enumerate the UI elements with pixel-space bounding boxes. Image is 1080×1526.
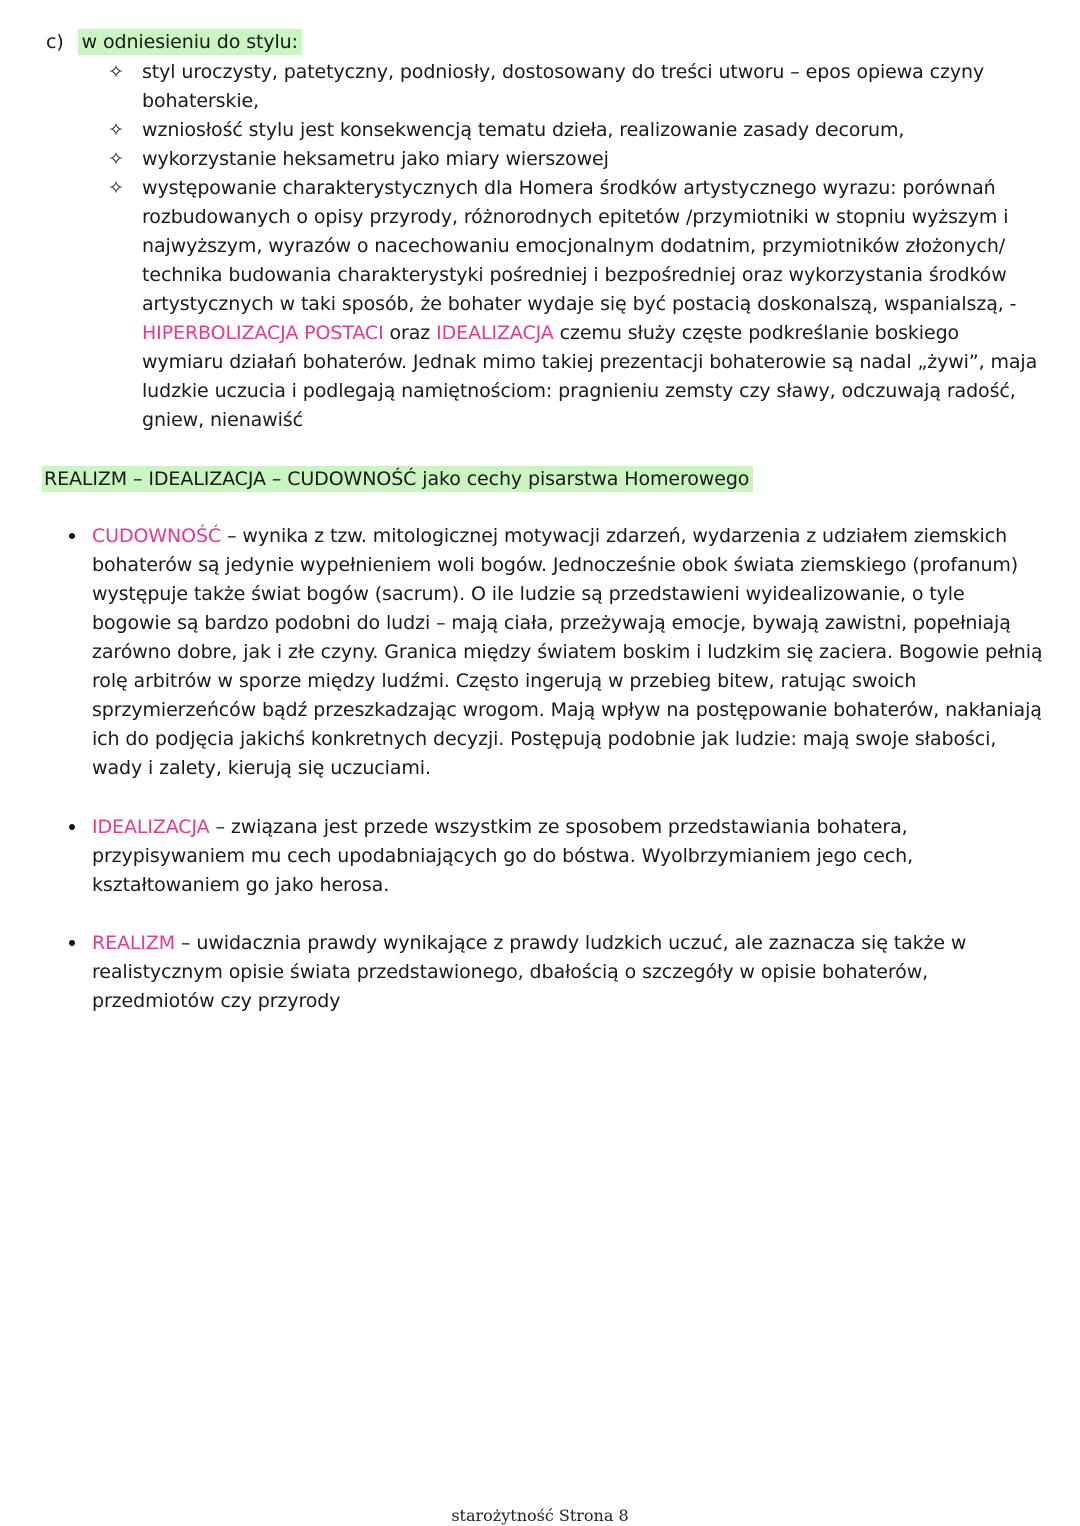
page-footer: starożytność Strona 8 (451, 1506, 629, 1525)
feature-term: REALIZM (92, 932, 176, 954)
feature-term: CUDOWNOŚĆ (92, 525, 222, 547)
feature-first-line (92, 813, 908, 842)
star-bullet-icon: ✧ (108, 148, 124, 170)
star-bullet-icon: ✧ (108, 177, 124, 199)
star-bullet-icon: ✧ (108, 61, 124, 83)
feature-first-line-rest: – uwidacznia prawdy wynikające z prawdy ludzkich uczuć, ale zaznacza się także w (175, 932, 967, 954)
feature-line: bohaterów są jedynie wypełnieniem woli bogów. Jednocześnie obok świata ziemskiego (profanum) (92, 554, 1019, 576)
term-idealizacja: IDEALIZACJA (436, 322, 554, 344)
feature-line: bogowie są bardzo podobni do ludzi – mają ciała, przeżywają emocje, bywają zawistni, popełniają (92, 612, 1011, 634)
line-rest: czemu służy częste podkreślanie boskiego (553, 322, 960, 344)
bullet-dot-icon (69, 824, 75, 830)
bullet-line: rozbudowanych o opisy przyrody, różnorodnych epitetów /przymiotniki w stopniu wyższym i (142, 206, 1009, 228)
feature-first-line-rest: – wynika z tzw. mitologicznej motywacji zdarzeń, wydarzenia z udziałem ziemskich (221, 525, 1008, 547)
feature-line: zarówno dobre, jak i złe czyny. Granica między światem boskim i ludzkim się zaciera. Bogowie pełnią (92, 641, 1043, 663)
feature-line: przypisywaniem mu cech upodabniających go do bóstwa. Wyolbrzymianiem jego cech, (92, 845, 914, 867)
bullet-line: artystycznych w taki sposób, że bohater wydaje się być postacią doskonalszą, wspanialszą, - (142, 293, 1017, 315)
star-bullet-icon: ✧ (108, 119, 124, 141)
bullet-line: najwyższym, wyrazów o nacechowaniu emocjonalnym dodatnim, przymiotników złożonych/ (142, 235, 1006, 257)
highlighted-section-heading: REALIZM – IDEALIZACJA – CUDOWNOŚĆ jako cechy pisarstwa Homerowego (42, 466, 753, 492)
feature-first-line (92, 522, 1007, 551)
bullet-line: wzniosłość stylu jest konsekwencją tematu dzieła, realizowanie zasady decorum, (142, 119, 905, 141)
bullet-line: występowanie charakterystycznych dla Homera środków artystycznego wyrazu: porównań (142, 177, 996, 199)
bullet-line: wymiaru działań bohaterów. Jednak mimo takiej prezentacji bohaterowie są nadal „żywi”, maja (142, 351, 1038, 373)
feature-term: IDEALIZACJA (92, 816, 210, 838)
style-heading (46, 28, 302, 57)
feature-first-line-rest: – związana jest przede wszystkim ze sposobem przedstawiania bohatera, (209, 816, 908, 838)
section-heading (42, 465, 753, 494)
feature-line: wady i zalety, kierują się uczuciami. (92, 757, 431, 779)
highlighted-heading: w odniesieniu do stylu: (78, 29, 302, 55)
bullet-line: wykorzystanie heksametru jako miary wierszowej (142, 148, 609, 170)
term-hiperbolizacja: HIPERBOLIZACJA POSTACI (142, 322, 384, 344)
feature-line: przedmiotów czy przyrody (92, 990, 341, 1012)
bullet-line: gniew, nienawiść (142, 409, 303, 431)
bullet-line: bohaterskie, (142, 90, 260, 112)
bullet-line: styl uroczysty, patetyczny, podniosły, dostosowany do treści utworu – epos opiewa czyny (142, 61, 985, 83)
bullet-dot-icon (69, 533, 75, 539)
bullet-dot-icon (69, 940, 75, 946)
list-label: c) (46, 31, 64, 53)
bullet-line: technika budowania charakterystyki pośredniej i bezpośredniej oraz wykorzystania środków (142, 264, 1007, 286)
feature-line: rolę arbitrów w sporze między ludźmi. Często ingerują w przebieg bitew, ratując swoich (92, 670, 917, 692)
feature-line: kształtowaniem go jako herosa. (92, 874, 390, 896)
bullet-line-mixed (142, 319, 959, 348)
feature-line: występuje także świat bogów (sacrum). O ile ludzie są przedstawieni wyidealizowanie, o tyle (92, 583, 965, 605)
feature-line: sprzymierzeńców bądź przeszkadzając wrogom. Mają wpływ na postępowanie bohaterów, nakłaniają (92, 699, 1042, 721)
conjunction-text: oraz (383, 322, 437, 344)
bullet-line: ludzkie uczucia i podlegają namiętnościom: pragnieniu zemsty czy sławy, odczuwają radość, (142, 380, 1016, 402)
feature-line: ich do podjęcia jakichś konkretnych decyzji. Postępują podobnie jak ludzie: mają swoje słabości, (92, 728, 997, 750)
feature-first-line (92, 929, 966, 958)
feature-line: realistycznym opisie świata przedstawionego, dbałością o szczegóły w opisie bohaterów, (92, 961, 929, 983)
